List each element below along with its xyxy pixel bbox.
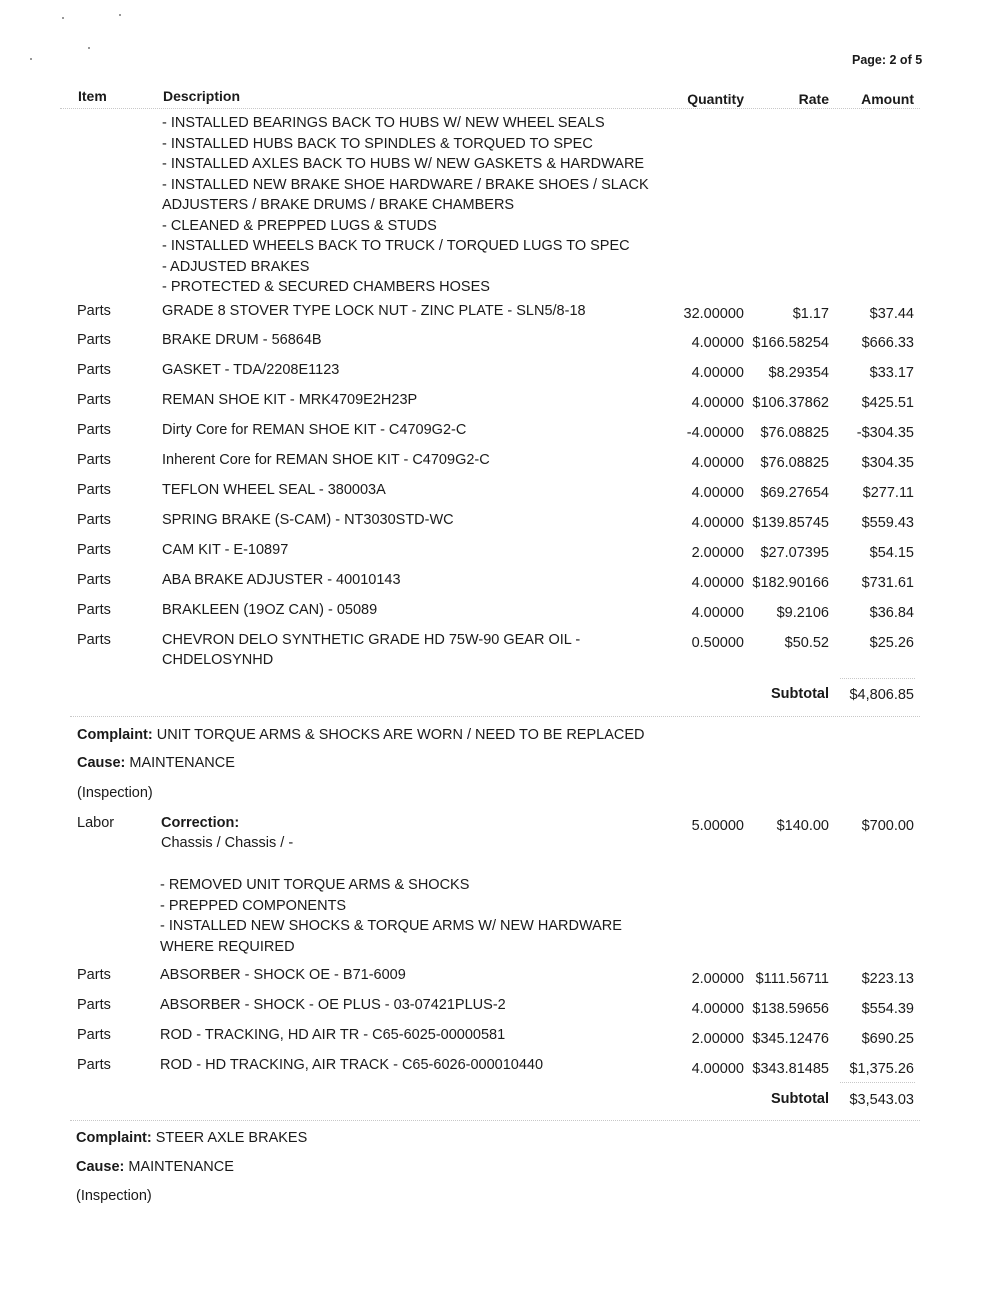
scan-speck [30, 58, 32, 60]
correction-description [160, 875, 622, 957]
item-description: Dirty Core for REMAN SHOE KIT - C4709G2-C [162, 422, 467, 438]
item-description: ROD - HD TRACKING, AIR TRACK - C65-6026-000010440 [160, 1057, 544, 1073]
item-quantity: 4.00000 [691, 395, 744, 411]
item-description: CAM KIT - E-10897 [162, 542, 289, 558]
item-type: Parts [77, 452, 111, 468]
item-type: Parts [77, 602, 111, 618]
table-row [0, 602, 1000, 630]
item-type: Parts [77, 332, 111, 348]
column-header-quantity: Quantity [687, 91, 744, 107]
item-quantity: 4.00000 [691, 605, 744, 621]
correction-description [162, 113, 649, 298]
description-line: - INSTALLED AXLES BACK TO HUBS W/ NEW GASKETS & HARDWARE [162, 156, 645, 172]
item-rate: $139.85745 [752, 515, 829, 531]
item-amount: $1,375.26 [849, 1061, 914, 1077]
item-description: ROD - TRACKING, HD AIR TR - C65-6025-00000581 [160, 1027, 506, 1043]
table-row [0, 1027, 1000, 1055]
item-rate: $106.37862 [752, 395, 829, 411]
cause-text: MAINTENANCE [129, 755, 235, 771]
description-line: WHERE REQUIRED [160, 938, 295, 955]
table-row [0, 362, 1000, 390]
item-description: ABSORBER - SHOCK - OE PLUS - 03-07421PLUS-2 [160, 997, 506, 1013]
item-quantity: -4.00000 [686, 425, 744, 441]
item-type: Parts [77, 1027, 111, 1043]
description-line: - INSTALLED NEW SHOCKS & TORQUE ARMS W/ NEW HARDWARE [160, 918, 622, 934]
item-rate: $76.08825 [760, 455, 829, 471]
subtotal-label: Subtotal [771, 686, 829, 702]
complaint-label: Complaint: [77, 727, 153, 743]
cause [77, 755, 235, 771]
description-line: ADJUSTERS / BRAKE DRUMS / BRAKE CHAMBERS [162, 197, 515, 213]
item-description: REMAN SHOE KIT - MRK4709E2H23P [162, 392, 418, 408]
item-quantity: 5.00000 [691, 818, 744, 834]
complaint-label: Complaint: [76, 1130, 152, 1146]
item-quantity: 4.00000 [691, 515, 744, 531]
item-type: Parts [77, 572, 111, 588]
item-rate: $111.56711 [755, 971, 829, 987]
item-amount: $277.11 [862, 485, 914, 501]
item-description: ABA BRAKE ADJUSTER - 40010143 [162, 572, 401, 588]
item-quantity: 2.00000 [691, 1031, 744, 1047]
description-line: - INSTALLED BEARINGS BACK TO HUBS W/ NEW WHEEL SEALS [162, 115, 605, 131]
item-quantity: 4.00000 [691, 575, 744, 591]
item-rate: $166.58254 [752, 335, 829, 351]
item-type: Parts [77, 997, 111, 1013]
item-quantity: 4.00000 [691, 455, 744, 471]
scan-speck [119, 14, 121, 16]
item-rate: $76.08825 [760, 425, 829, 441]
description-line: - REMOVED UNIT TORQUE ARMS & SHOCKS [160, 877, 470, 893]
item-description: CHEVRON DELO SYNTHETIC GRADE HD 75W-90 GEAR OIL - [162, 632, 581, 648]
item-type: Parts [77, 967, 111, 983]
item-rate: $27.07395 [760, 545, 829, 561]
item-quantity: 2.00000 [691, 545, 744, 561]
table-row [0, 632, 1000, 676]
description-line: - CLEANED & PREPPED LUGS & STUDS [162, 217, 437, 234]
item-amount: -$304.35 [856, 425, 914, 441]
item-description: SPRING BRAKE (S-CAM) - NT3030STD-WC [162, 512, 454, 528]
item-amount: $559.43 [861, 515, 914, 531]
item-type: Parts [77, 392, 111, 408]
item-amount: $690.25 [861, 1031, 914, 1047]
table-row [0, 997, 1000, 1025]
table-row [0, 332, 1000, 360]
item-quantity: 32.00000 [683, 306, 744, 322]
table-row [0, 512, 1000, 540]
section-divider [70, 716, 920, 717]
table-row [0, 967, 1000, 995]
item-type: Parts [77, 303, 111, 319]
scan-speck [62, 17, 64, 19]
item-type: Parts [77, 1057, 111, 1073]
inspection-note: (Inspection) [76, 1188, 152, 1204]
item-amount: $25.26 [869, 635, 914, 651]
item-rate: $50.52 [784, 635, 829, 651]
correction-path: Chassis / Chassis / - [161, 835, 294, 851]
complaint-text: STEER AXLE BRAKES [155, 1130, 308, 1146]
table-row [0, 392, 1000, 420]
subtotal-rule [840, 678, 915, 679]
table-row [0, 572, 1000, 600]
table-row [0, 1057, 1000, 1085]
item-type: Parts [77, 422, 111, 438]
complaint [77, 727, 645, 743]
subtotal-label: Subtotal [771, 1091, 829, 1107]
cause-label: Cause: [77, 755, 126, 771]
item-rate: $1.17 [792, 306, 829, 322]
item-rate: $8.29354 [768, 365, 829, 381]
item-rate: $69.27654 [760, 485, 829, 501]
cause [76, 1159, 234, 1175]
item-amount: $223.13 [861, 971, 914, 987]
item-type: Parts [77, 362, 111, 378]
item-type: Parts [77, 512, 111, 528]
item-description: Inherent Core for REMAN SHOE KIT - C4709G2-C [162, 452, 490, 468]
description-line: - INSTALLED WHEELS BACK TO TRUCK / TORQUED LUGS TO SPEC [162, 238, 630, 254]
table-row [0, 303, 1000, 331]
section-divider [70, 1120, 920, 1121]
item-rate: $182.90166 [752, 575, 829, 591]
description-line: - INSTALLED HUBS BACK TO SPINDLES & TORQUED TO SPEC [162, 135, 593, 152]
column-header-rate: Rate [798, 91, 829, 107]
column-header-description: Description [163, 88, 241, 104]
item-type: Labor [77, 815, 115, 831]
item-description: GASKET - TDA/2208E1123 [162, 362, 340, 378]
item-amount: $37.44 [869, 306, 914, 322]
item-quantity: 4.00000 [691, 485, 744, 501]
item-rate: $343.81485 [752, 1061, 829, 1077]
item-amount: $666.33 [861, 335, 914, 351]
item-rate: $140.00 [776, 818, 829, 834]
description-line: - PREPPED COMPONENTS [160, 897, 347, 914]
item-description: BRAKLEEN (19OZ CAN) - 05089 [162, 602, 378, 618]
complaint [76, 1130, 307, 1146]
item-rate: $345.12476 [752, 1031, 829, 1047]
cause-text: MAINTENANCE [128, 1159, 234, 1175]
item-amount: $54.15 [869, 545, 914, 561]
item-quantity: 2.00000 [691, 971, 744, 987]
item-quantity: 4.00000 [691, 1001, 744, 1017]
item-type: Parts [77, 482, 111, 498]
item-amount: $304.35 [861, 455, 914, 471]
column-header-item: Item [78, 88, 107, 104]
item-amount: $33.17 [869, 365, 914, 381]
table-row [0, 482, 1000, 510]
complaint-text: UNIT TORQUE ARMS & SHOCKS ARE WORN / NEED TO BE REPLACED [156, 727, 645, 743]
scan-speck [88, 47, 90, 49]
cause-label: Cause: [76, 1159, 125, 1175]
item-quantity: 4.00000 [691, 335, 744, 351]
subtotal-rule [840, 1082, 915, 1083]
table-row [0, 452, 1000, 480]
item-description: BRAKE DRUM - 56864B [162, 332, 322, 348]
table-row [0, 422, 1000, 450]
item-quantity: 4.00000 [691, 365, 744, 381]
item-description: ABSORBER - SHOCK OE - B71-6009 [160, 967, 406, 983]
header-divider [60, 108, 920, 109]
item-quantity: 4.00000 [691, 1061, 744, 1077]
table-row [0, 542, 1000, 570]
item-quantity: 0.50000 [691, 635, 744, 651]
inspection-note: (Inspection) [77, 785, 153, 801]
item-type: Parts [77, 632, 111, 648]
item-rate: $9.2106 [776, 605, 829, 621]
item-type: Parts [77, 542, 111, 558]
item-description: TEFLON WHEEL SEAL - 380003A [162, 482, 386, 498]
item-amount: $731.61 [861, 575, 914, 591]
item-amount: $554.39 [861, 1001, 914, 1017]
correction-label: Correction: [161, 815, 240, 831]
item-amount: $425.51 [861, 395, 914, 411]
description-line: - INSTALLED NEW BRAKE SHOE HARDWARE / BRAKE SHOES / SLACK [162, 176, 649, 193]
item-amount: $700.00 [861, 818, 914, 834]
description-line: - ADJUSTED BRAKES [162, 258, 310, 275]
subtotal-value: $4,806.85 [849, 687, 914, 703]
item-rate: $138.59656 [752, 1001, 829, 1017]
column-header-amount: Amount [861, 91, 914, 107]
item-description-continued: CHDELOSYNHD [162, 652, 274, 668]
item-amount: $36.84 [869, 605, 914, 621]
description-line: - PROTECTED & SECURED CHAMBERS HOSES [162, 279, 490, 295]
item-description: GRADE 8 STOVER TYPE LOCK NUT - ZINC PLATE - SLN5/8-18 [162, 303, 586, 319]
page-number: Page: 2 of 5 [852, 53, 923, 67]
subtotal-value: $3,543.03 [849, 1092, 914, 1108]
